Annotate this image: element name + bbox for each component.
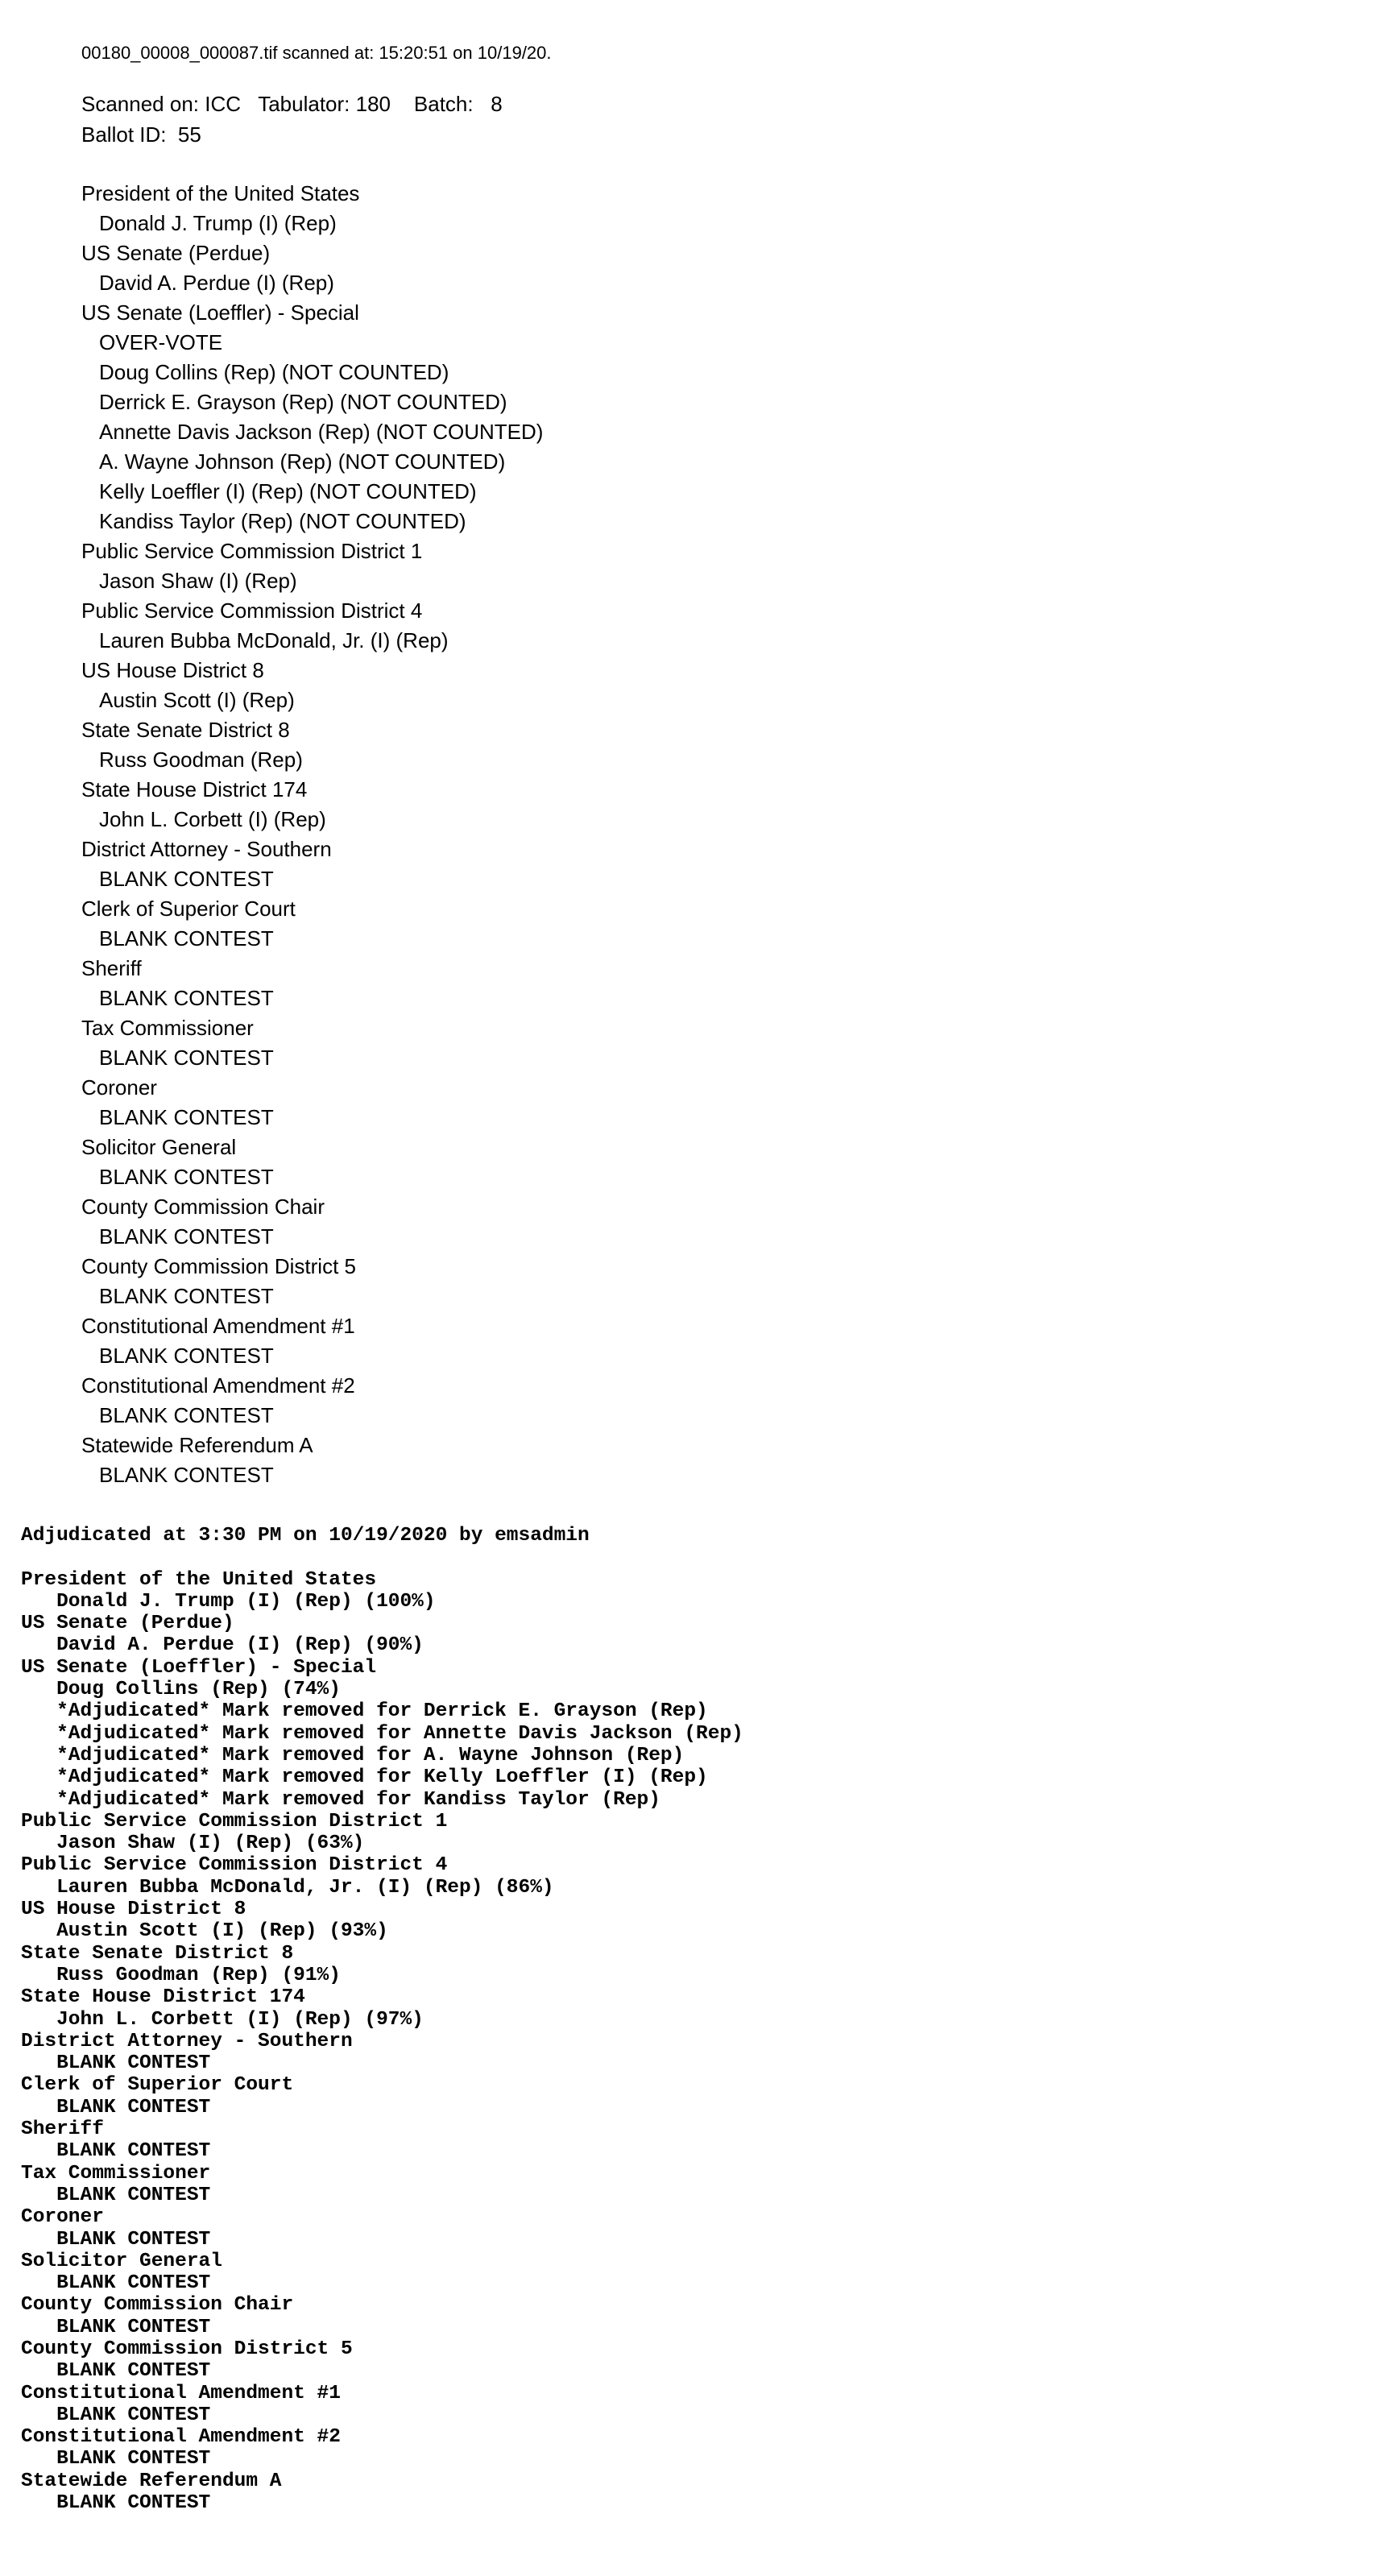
adjudication-report-line: BLANK CONTEST <box>21 2404 211 2426</box>
ballot-summary-line: Donald J. Trump (I) (Rep) <box>99 211 337 235</box>
adjudication-report-line: Statewide Referendum A <box>21 2470 282 2492</box>
adjudication-report-line: BLANK CONTEST <box>21 2360 211 2383</box>
adjudication-report-line: Doug Collins (Rep) (74%) <box>21 1679 341 1701</box>
ballot-summary-line: Constitutional Amendment #2 <box>81 1373 355 1398</box>
ballot-id-line: Ballot ID: 55 <box>81 122 201 147</box>
adjudication-report-line: Austin Scott (I) (Rep) (93%) <box>21 1920 388 1943</box>
ballot-summary-line: District Attorney - Southern <box>81 837 332 861</box>
ballot-summary-line: BLANK CONTEST <box>99 986 274 1010</box>
ballot-summary-line: A. Wayne Johnson (Rep) (NOT COUNTED) <box>99 449 506 474</box>
adjudication-report-line: Tax Commissioner <box>21 2162 211 2185</box>
ballot-summary-line: Clerk of Superior Court <box>81 897 296 921</box>
file-scan-info-line: 00180_00008_000087.tif scanned at: 15:20:51 on 10/19/20. <box>81 43 552 63</box>
adjudication-report-line <box>21 1547 743 1568</box>
adjudication-report-line: Solicitor General <box>21 2250 222 2272</box>
ballot-summary-line: Derrick E. Grayson (Rep) (NOT COUNTED) <box>99 390 507 414</box>
adjudication-report-line: Russ Goodman (Rep) (91%) <box>21 1964 341 1986</box>
ballot-summary-line: BLANK CONTEST <box>99 1403 274 1427</box>
ballot-summary-line: Jason Shaw (I) (Rep) <box>99 569 297 593</box>
adjudication-report-line: State Senate District 8 <box>21 1942 294 1965</box>
adjudication-report-line: John L. Corbett (I) (Rep) (97%) <box>21 2008 424 2031</box>
ballot-summary-line: Russ Goodman (Rep) <box>99 748 303 772</box>
ballot-summary-line: BLANK CONTEST <box>99 926 274 950</box>
adjudication-report-line: BLANK CONTEST <box>21 2184 211 2206</box>
adjudication-report-line: Constitutional Amendment #2 <box>21 2426 341 2449</box>
adjudication-report-line: Sheriff <box>21 2118 104 2141</box>
ballot-summary-line: BLANK CONTEST <box>99 867 274 891</box>
adjudication-report <box>21 1525 743 2514</box>
adjudication-report-line: Lauren Bubba McDonald, Jr. (I) (Rep) (86%) <box>21 1876 554 1899</box>
adjudication-report-line: BLANK CONTEST <box>21 2228 211 2251</box>
ballot-summary-line: Kelly Loeffler (I) (Rep) (NOT COUNTED) <box>99 479 477 503</box>
adjudication-report-line: Clerk of Superior Court <box>21 2074 294 2097</box>
ballot-summary-line: Coroner <box>81 1075 157 1100</box>
adjudication-report-line: Coroner <box>21 2206 104 2229</box>
adjudication-report-line: *Adjudicated* Mark removed for A. Wayne Johnson (Rep) <box>21 1744 685 1766</box>
ballot-summary-line: Public Service Commission District 4 <box>81 598 423 623</box>
adjudication-report-line: David A. Perdue (I) (Rep) (90%) <box>21 1634 424 1657</box>
ballot-summary-line: David A. Perdue (I) (Rep) <box>99 271 334 295</box>
adjudication-report-line: State House District 174 <box>21 1986 305 2009</box>
adjudication-report-line: *Adjudicated* Mark removed for Kandiss Taylor (Rep) <box>21 1788 660 1811</box>
ballot-summary-line: John L. Corbett (I) (Rep) <box>99 807 326 831</box>
ballot-summary-line: Doug Collins (Rep) (NOT COUNTED) <box>99 360 449 384</box>
adjudication-report-line: President of the United States <box>21 1568 377 1591</box>
adjudication-report-line: US Senate (Perdue) <box>21 1613 234 1635</box>
adjudication-report-line: BLANK CONTEST <box>21 2052 211 2075</box>
ballot-summary-line: OVER-VOTE <box>99 330 223 354</box>
ballot-summary-line: US Senate (Perdue) <box>81 241 271 265</box>
scanner-tabulator-batch-line: Scanned on: ICC Tabulator: 180 Batch: 8 <box>81 92 503 116</box>
ballot-summary-line: BLANK CONTEST <box>99 1224 274 1249</box>
adjudication-report-line: Jason Shaw (I) (Rep) (63%) <box>21 1833 365 1855</box>
adjudication-report-line: BLANK CONTEST <box>21 2272 211 2295</box>
adjudication-report-line: District Attorney - Southern <box>21 2030 353 2052</box>
adjudication-report-line: County Commission District 5 <box>21 2338 353 2360</box>
ballot-summary-line: Lauren Bubba McDonald, Jr. (I) (Rep) <box>99 628 449 652</box>
adjudication-report-line: Constitutional Amendment #1 <box>21 2382 341 2404</box>
adjudication-report-line: Donald J. Trump (I) (Rep) (100%) <box>21 1590 436 1613</box>
ballot-summary-line: BLANK CONTEST <box>99 1165 274 1189</box>
adjudication-report-line: BLANK CONTEST <box>21 2140 211 2163</box>
ballot-summary-line: Kandiss Taylor (Rep) (NOT COUNTED) <box>99 509 466 533</box>
ballot-summary-line: Tax Commissioner <box>81 1016 254 1040</box>
ballot-summary-line: BLANK CONTEST <box>99 1284 274 1308</box>
ballot-summary-line: Annette Davis Jackson (Rep) (NOT COUNTED) <box>99 420 544 444</box>
ballot-summary-line: BLANK CONTEST <box>99 1046 274 1070</box>
adjudication-report-line: Adjudicated at 3:30 PM on 10/19/2020 by emsadmin <box>21 1525 590 1547</box>
adjudication-report-line: BLANK CONTEST <box>21 2096 211 2118</box>
ballot-summary-line: US House District 8 <box>81 658 264 682</box>
ballot-summary-line: County Commission District 5 <box>81 1254 356 1278</box>
adjudication-report-line: BLANK CONTEST <box>21 2316 211 2338</box>
ballot-summary-line: Austin Scott (I) (Rep) <box>99 688 295 712</box>
adjudication-report-line: *Adjudicated* Mark removed for Annette Davis Jackson (Rep) <box>21 1722 743 1745</box>
adjudication-report-line: BLANK CONTEST <box>21 2492 211 2515</box>
adjudication-report-line: US Senate (Loeffler) - Special <box>21 1656 377 1679</box>
ballot-summary-line: BLANK CONTEST <box>99 1463 274 1487</box>
adjudication-report-line: County Commission Chair <box>21 2294 294 2317</box>
adjudication-report-line: *Adjudicated* Mark removed for Kelly Loeffler (I) (Rep) <box>21 1766 708 1789</box>
ballot-summary-line: BLANK CONTEST <box>99 1105 274 1129</box>
adjudication-report-line: BLANK CONTEST <box>21 2448 211 2470</box>
ballot-summary-line: Statewide Referendum A <box>81 1433 313 1457</box>
ballot-summary-line: Solicitor General <box>81 1135 237 1159</box>
adjudication-report-line: Public Service Commission District 1 <box>21 1810 448 1833</box>
adjudication-report-line: US House District 8 <box>21 1899 246 1921</box>
ballot-summary-line: BLANK CONTEST <box>99 1344 274 1368</box>
ballot-summary-line: Public Service Commission District 1 <box>81 539 423 563</box>
ballot-summary-line: US Senate (Loeffler) - Special <box>81 300 359 325</box>
ballot-summary-line: President of the United States <box>81 181 360 205</box>
ballot-summary-line: State House District 174 <box>81 777 308 801</box>
ballot-summary-line: State Senate District 8 <box>81 718 290 742</box>
ballot-summary-list <box>81 179 543 1490</box>
adjudication-report-line: Public Service Commission District 4 <box>21 1854 448 1877</box>
ballot-summary-line: Constitutional Amendment #1 <box>81 1314 355 1338</box>
adjudication-report-line: *Adjudicated* Mark removed for Derrick E. Grayson (Rep) <box>21 1700 708 1723</box>
ballot-summary-line: County Commission Chair <box>81 1195 325 1219</box>
ballot-summary-line: Sheriff <box>81 956 142 980</box>
